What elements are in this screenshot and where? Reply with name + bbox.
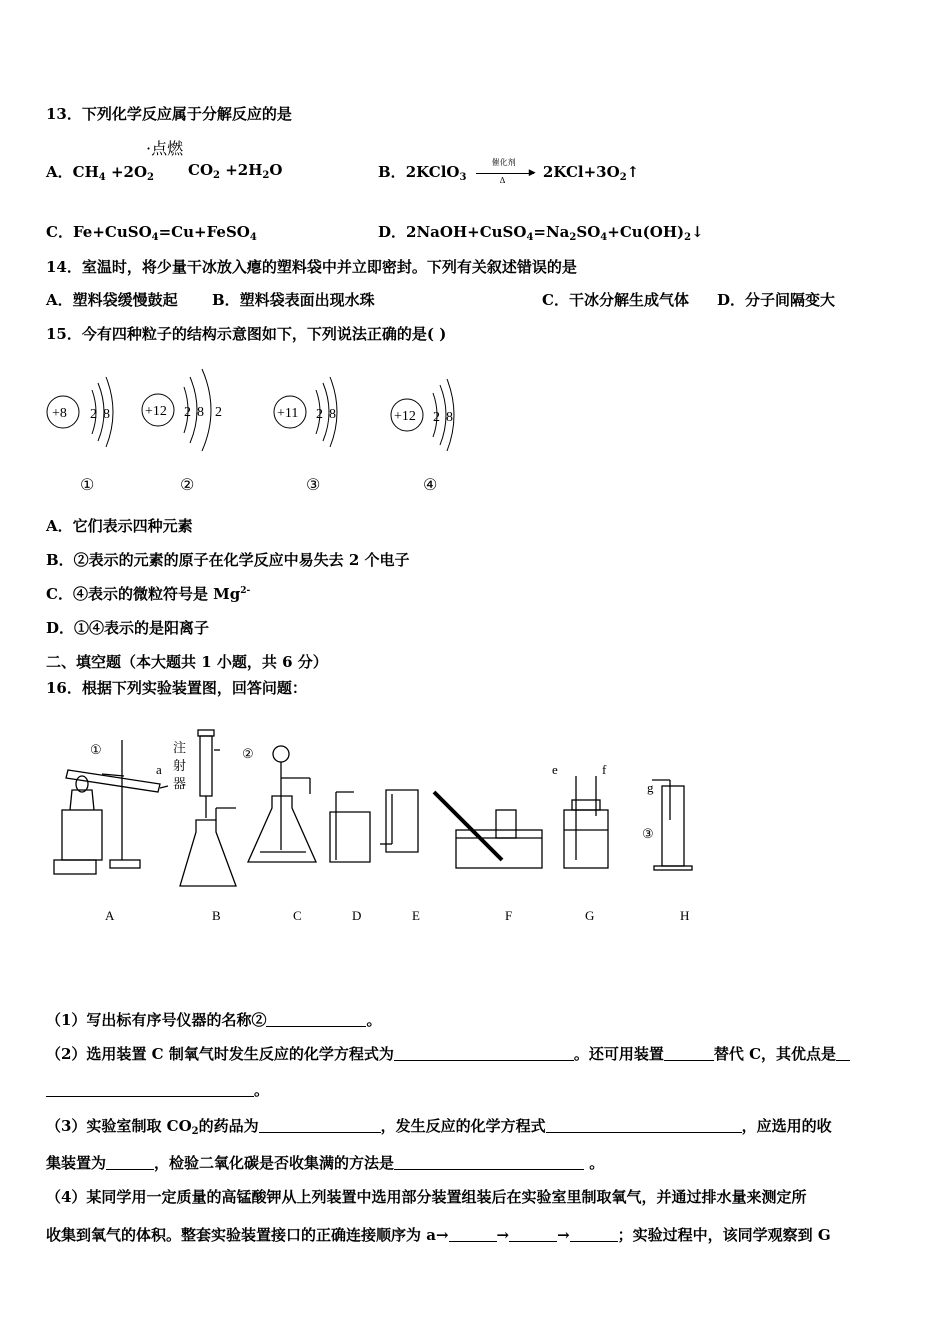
q13-option-a[interactable]: A．$CH_4 +2O_2$ <box>46 163 154 183</box>
q16-part4-line2: 收集到氧气的体积。整套实验装置接口的正确连接顺序为 a→ → → ；实验过程中，该同学观察到 G <box>46 1226 831 1244</box>
q16-part1: （1）写出标有序号仪器的名称② 。 <box>46 1011 382 1029</box>
bottle-g <box>564 810 608 868</box>
flask-b <box>180 820 236 886</box>
mark-1: ① <box>90 742 102 757</box>
atom3-nucleus: +11 <box>277 406 299 421</box>
label-F: F <box>505 908 513 923</box>
funnel-bulb <box>273 746 289 762</box>
atom1-label: ① <box>80 477 95 494</box>
syringe-label-2: 射 <box>173 758 187 773</box>
alcohol-lamp <box>70 790 94 810</box>
label-C: C <box>293 908 302 923</box>
delivery-tube-f <box>434 792 502 860</box>
q14-stem: 14．室温时，将少量干冰放入瘪的塑料袋中并立即密封。下列有关叙述错误的是 <box>46 258 577 276</box>
water-trough <box>456 830 542 868</box>
catalyst-arrow: 催化剂 ▶ Δ <box>472 163 538 179</box>
lab-apparatus-figure <box>40 720 720 930</box>
q14-option-b[interactable]: B．塑料袋表面出现水珠 <box>212 291 375 309</box>
q13-ignite-condition: ·点燃 <box>146 139 184 158</box>
collection-bottle-f <box>496 810 516 838</box>
section-heading: 二、填空题（本大题共 1 小题，共 6 分） <box>46 653 328 671</box>
atom2-shell1: 2 <box>184 405 191 420</box>
atom2-label: ② <box>180 477 195 494</box>
mark-a: a <box>156 762 162 777</box>
graduated-cylinder <box>662 786 684 866</box>
mark-3: ③ <box>642 826 654 841</box>
blank-7[interactable] <box>106 1155 154 1170</box>
q13-option-d[interactable]: D．$2NaOH+CuSO_4=Na_2SO_4+Cu(OH)_2↓$ <box>378 223 704 243</box>
q15-option-c[interactable]: C．④表示的微粒符号是 $Mg^{2-}$ <box>46 585 251 603</box>
q13-option-a-products: $CO_2 +2H_2O$ <box>188 161 283 181</box>
q14-option-a[interactable]: A．塑料袋缓慢鼓起 <box>46 291 178 309</box>
mark-e: e <box>552 762 558 777</box>
q16-part2-line2: 。 <box>46 1079 269 1100</box>
atom2-shell-arc <box>190 377 197 443</box>
blank-3[interactable] <box>664 1046 714 1061</box>
atom4-nucleus: +12 <box>394 409 416 424</box>
label-A: A <box>105 908 115 923</box>
label-B: B <box>212 908 221 923</box>
test-tube <box>66 770 160 792</box>
atom2-shell2: 8 <box>197 405 204 420</box>
q15-option-d[interactable]: D．①④表示的是阳离子 <box>46 619 210 637</box>
mark-g: g <box>647 780 654 795</box>
atom-structure-diagrams <box>40 365 470 500</box>
mark-2: ② <box>242 746 254 761</box>
atom1-shell1: 2 <box>90 407 97 422</box>
label-H: H <box>680 908 690 923</box>
label-D: D <box>352 908 362 923</box>
q13-option-c[interactable]: C．Fe+CuSO$_4$=Cu+FeSO$_4$ <box>46 223 257 243</box>
atom3-label: ③ <box>306 477 321 494</box>
q14-option-c[interactable]: C．干冰分解生成气体 <box>542 291 689 309</box>
syringe-cap <box>198 730 214 736</box>
lamp-stand-block <box>62 810 102 860</box>
q16-part3-line2: 集装置为 ，检验二氧化碳是否收集满的方法是 。 <box>46 1154 605 1172</box>
q16-part3-line1: （3）实验室制取 $CO_2$的药品为 ，发生反应的化学方程式 ，应选用的收 <box>46 1117 832 1137</box>
atom4-shell1: 2 <box>433 410 440 425</box>
syringe-label-3: 器 <box>173 776 187 791</box>
blank-10[interactable] <box>509 1227 557 1242</box>
mark-f: f <box>602 762 607 777</box>
blank-5[interactable] <box>259 1118 381 1133</box>
blank-2[interactable] <box>394 1046 574 1061</box>
q16-stem: 16．根据下列实验装置图，回答问题： <box>46 679 307 697</box>
blank-4a[interactable] <box>836 1046 850 1061</box>
atom4-label: ④ <box>423 477 438 494</box>
syringe-label-1: 注 <box>173 740 187 755</box>
blank-4[interactable] <box>46 1082 254 1097</box>
label-E: E <box>412 908 420 923</box>
atom2-shell3: 2 <box>215 405 222 420</box>
gas-bottle-e <box>386 790 418 852</box>
atom3-shell1: 2 <box>316 407 323 422</box>
stand-base <box>54 860 96 874</box>
blank-11[interactable] <box>570 1227 618 1242</box>
q16-part2-line1: （2）选用装置 C 制氧气时发生反应的化学方程式为 。还可用装置 替代 C，其优点是 <box>46 1043 850 1064</box>
blank-6[interactable] <box>546 1118 742 1133</box>
atom1-nucleus: +8 <box>52 406 67 421</box>
atom3-shell2: 8 <box>329 407 336 422</box>
q14-option-d[interactable]: D．分子间隔变大 <box>717 291 836 309</box>
atom1-shell2: 8 <box>103 407 110 422</box>
tube-outlet <box>160 786 168 788</box>
q15-option-b[interactable]: B．②表示的元素的原子在化学反应中易失去 2 个电子 <box>46 551 410 569</box>
blank-9[interactable] <box>449 1227 497 1242</box>
atom2-nucleus: +12 <box>145 404 167 419</box>
stand-foot <box>110 860 140 868</box>
q16-part4-line1: （4）某同学用一定质量的高锰酸钾从上列装置中选用部分装置组装后在实验室里制取氧气，并通过排水量来测定所 <box>46 1188 807 1206</box>
blank-8[interactable] <box>394 1155 584 1170</box>
q13-option-b[interactable]: B．2KClO$_3$ 催化剂 ▶ Δ $2KCl+3O_2↑$ <box>378 158 640 185</box>
q15-option-a[interactable]: A．它们表示四种元素 <box>46 517 193 535</box>
label-G: G <box>585 908 595 923</box>
syringe-barrel <box>200 736 212 796</box>
q13-stem: 13．下列化学反应属于分解反应的是 <box>46 105 292 123</box>
q15-stem: 15．今有四种粒子的结构示意图如下，下列说法正确的是( ) <box>46 325 447 343</box>
atom4-shell2: 8 <box>446 410 453 425</box>
blank-1[interactable] <box>266 1012 366 1027</box>
